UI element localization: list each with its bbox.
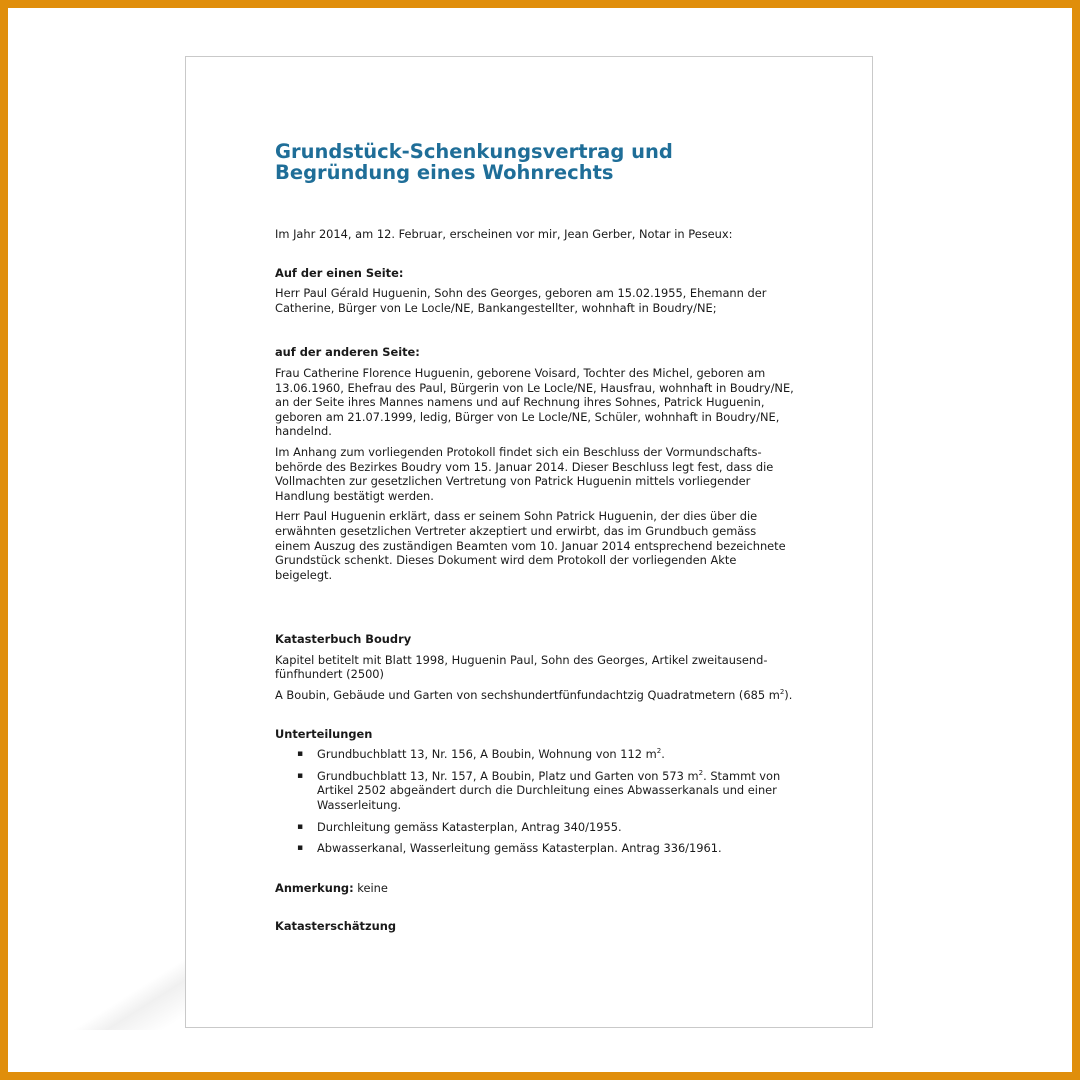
bullet-icon: ▪ — [297, 843, 304, 854]
parcel-text: A Boubin, Gebäude und Garten von sechshundertfünfundachtzig Quadratmetern (685 m — [275, 688, 780, 703]
list-item-sup: 2 — [698, 769, 704, 778]
list-item-text: Durchleitung gemäss Katasterplan, Antrag 340/1955. — [317, 819, 622, 834]
list-item-sup: 2 — [656, 747, 662, 756]
valuation-heading: Katasterschätzung — [275, 919, 396, 934]
document-page — [185, 56, 873, 1028]
cadastre-chapter: Kapitel betitelt mit Blatt 1998, Huguenin Paul, Sohn des Georges, Artikel zweitausend-fünfhundert (2500) — [275, 652, 768, 682]
list-item — [297, 768, 795, 813]
parcel-sup: 2 — [779, 688, 785, 697]
party1-text: Herr Paul Gérald Huguenin, Sohn des Georges, geboren am 15.02.1955, Ehemann der Catherine, Bürger von Le Locle/NE, Bankangestellter, wohnhaft in Boudry/NE; — [275, 286, 767, 315]
document-title: Grundstück-Schenkungsvertrag und Begründung eines Wohnrechts — [275, 140, 673, 184]
subdivisions-heading: Unterteilungen — [275, 726, 373, 741]
bullet-icon: ▪ — [297, 770, 304, 781]
list-item-end: . — [661, 747, 665, 762]
party1-heading: Auf der einen Seite: — [275, 265, 404, 280]
document-content — [275, 141, 795, 940]
list-item — [297, 747, 795, 762]
subdivisions-list — [275, 747, 795, 856]
party2-heading: auf der anderen Seite: — [275, 345, 420, 360]
list-item-text: Abwasserkanal, Wasserleitung gemäss Katasterplan. Antrag 336/1961. — [317, 841, 722, 856]
bullet-icon: ▪ — [297, 821, 304, 832]
intro-paragraph: Im Jahr 2014, am 12. Februar, erscheinen vor mir, Jean Gerber, Notar in Peseux: — [275, 227, 733, 241]
party2-text: Frau Catherine Florence Huguenin, geborene Voisard, Tochter des Michel, geboren am 13.06.1960, Ehefrau des Paul, Bürgerin von Le Locle/NE, Hausfrau, wohnhaft in Boudry/NE, an der Seite ihres Mannes namens und auf Rechnung ihres Sohnes, Patrick Huguenin, geboren am 21.07.1999, ledig, Bürger von Le Locle/NE, Schüler, wohnhaft in Boudry/NE, handelnd. — [275, 365, 794, 439]
declaration-paragraph: Herr Paul Huguenin erklärt, dass er seinem Sohn Patrick Huguenin, der dies über die erwähnten gesetzlichen Vertreter akzeptiert und erwirbt, das im Grundbuch gemäss einem Auszug des zuständigen Beamten vom 10. Januar 2014 entsprechend bezeichnete Grundstück schenkt. Dieses Dokument wird dem Protokoll der vorliegenden Akte beigelegt. — [275, 509, 786, 582]
remark-value: keine — [353, 880, 388, 895]
list-item-text: Grundbuchblatt 13, Nr. 157, A Boubin, Platz und Garten von 573 m — [317, 768, 699, 783]
list-item — [297, 841, 795, 856]
bullet-icon: ▪ — [297, 749, 304, 760]
remark-label: Anmerkung: — [275, 880, 354, 895]
list-item — [297, 819, 795, 835]
parcel-end: ). — [784, 688, 793, 703]
annex-paragraph: Im Anhang zum vorliegenden Protokoll findet sich ein Beschluss der Vormundschafts-behörde des Bezirkes Boudry vom 15. Januar 2014. Dieser Beschluss legt fest, dass die Vollmachten zur gesetzlichen Vertretung von Patrick Huguenin mittels vorliegender Handlung bestätigt werden. — [275, 444, 774, 503]
list-item-end: . Stammt von Artikel 2502 abgeändert durch die Durchleitung eines Abwasserkanals und einer Wasserleitung. — [317, 768, 781, 813]
cadastre-heading: Katasterbuch Boudry — [275, 632, 412, 647]
list-item-text: Grundbuchblatt 13, Nr. 156, A Boubin, Wohnung von 112 m — [317, 747, 657, 762]
remark-line — [275, 881, 795, 896]
cadastre-parcel — [275, 688, 795, 703]
